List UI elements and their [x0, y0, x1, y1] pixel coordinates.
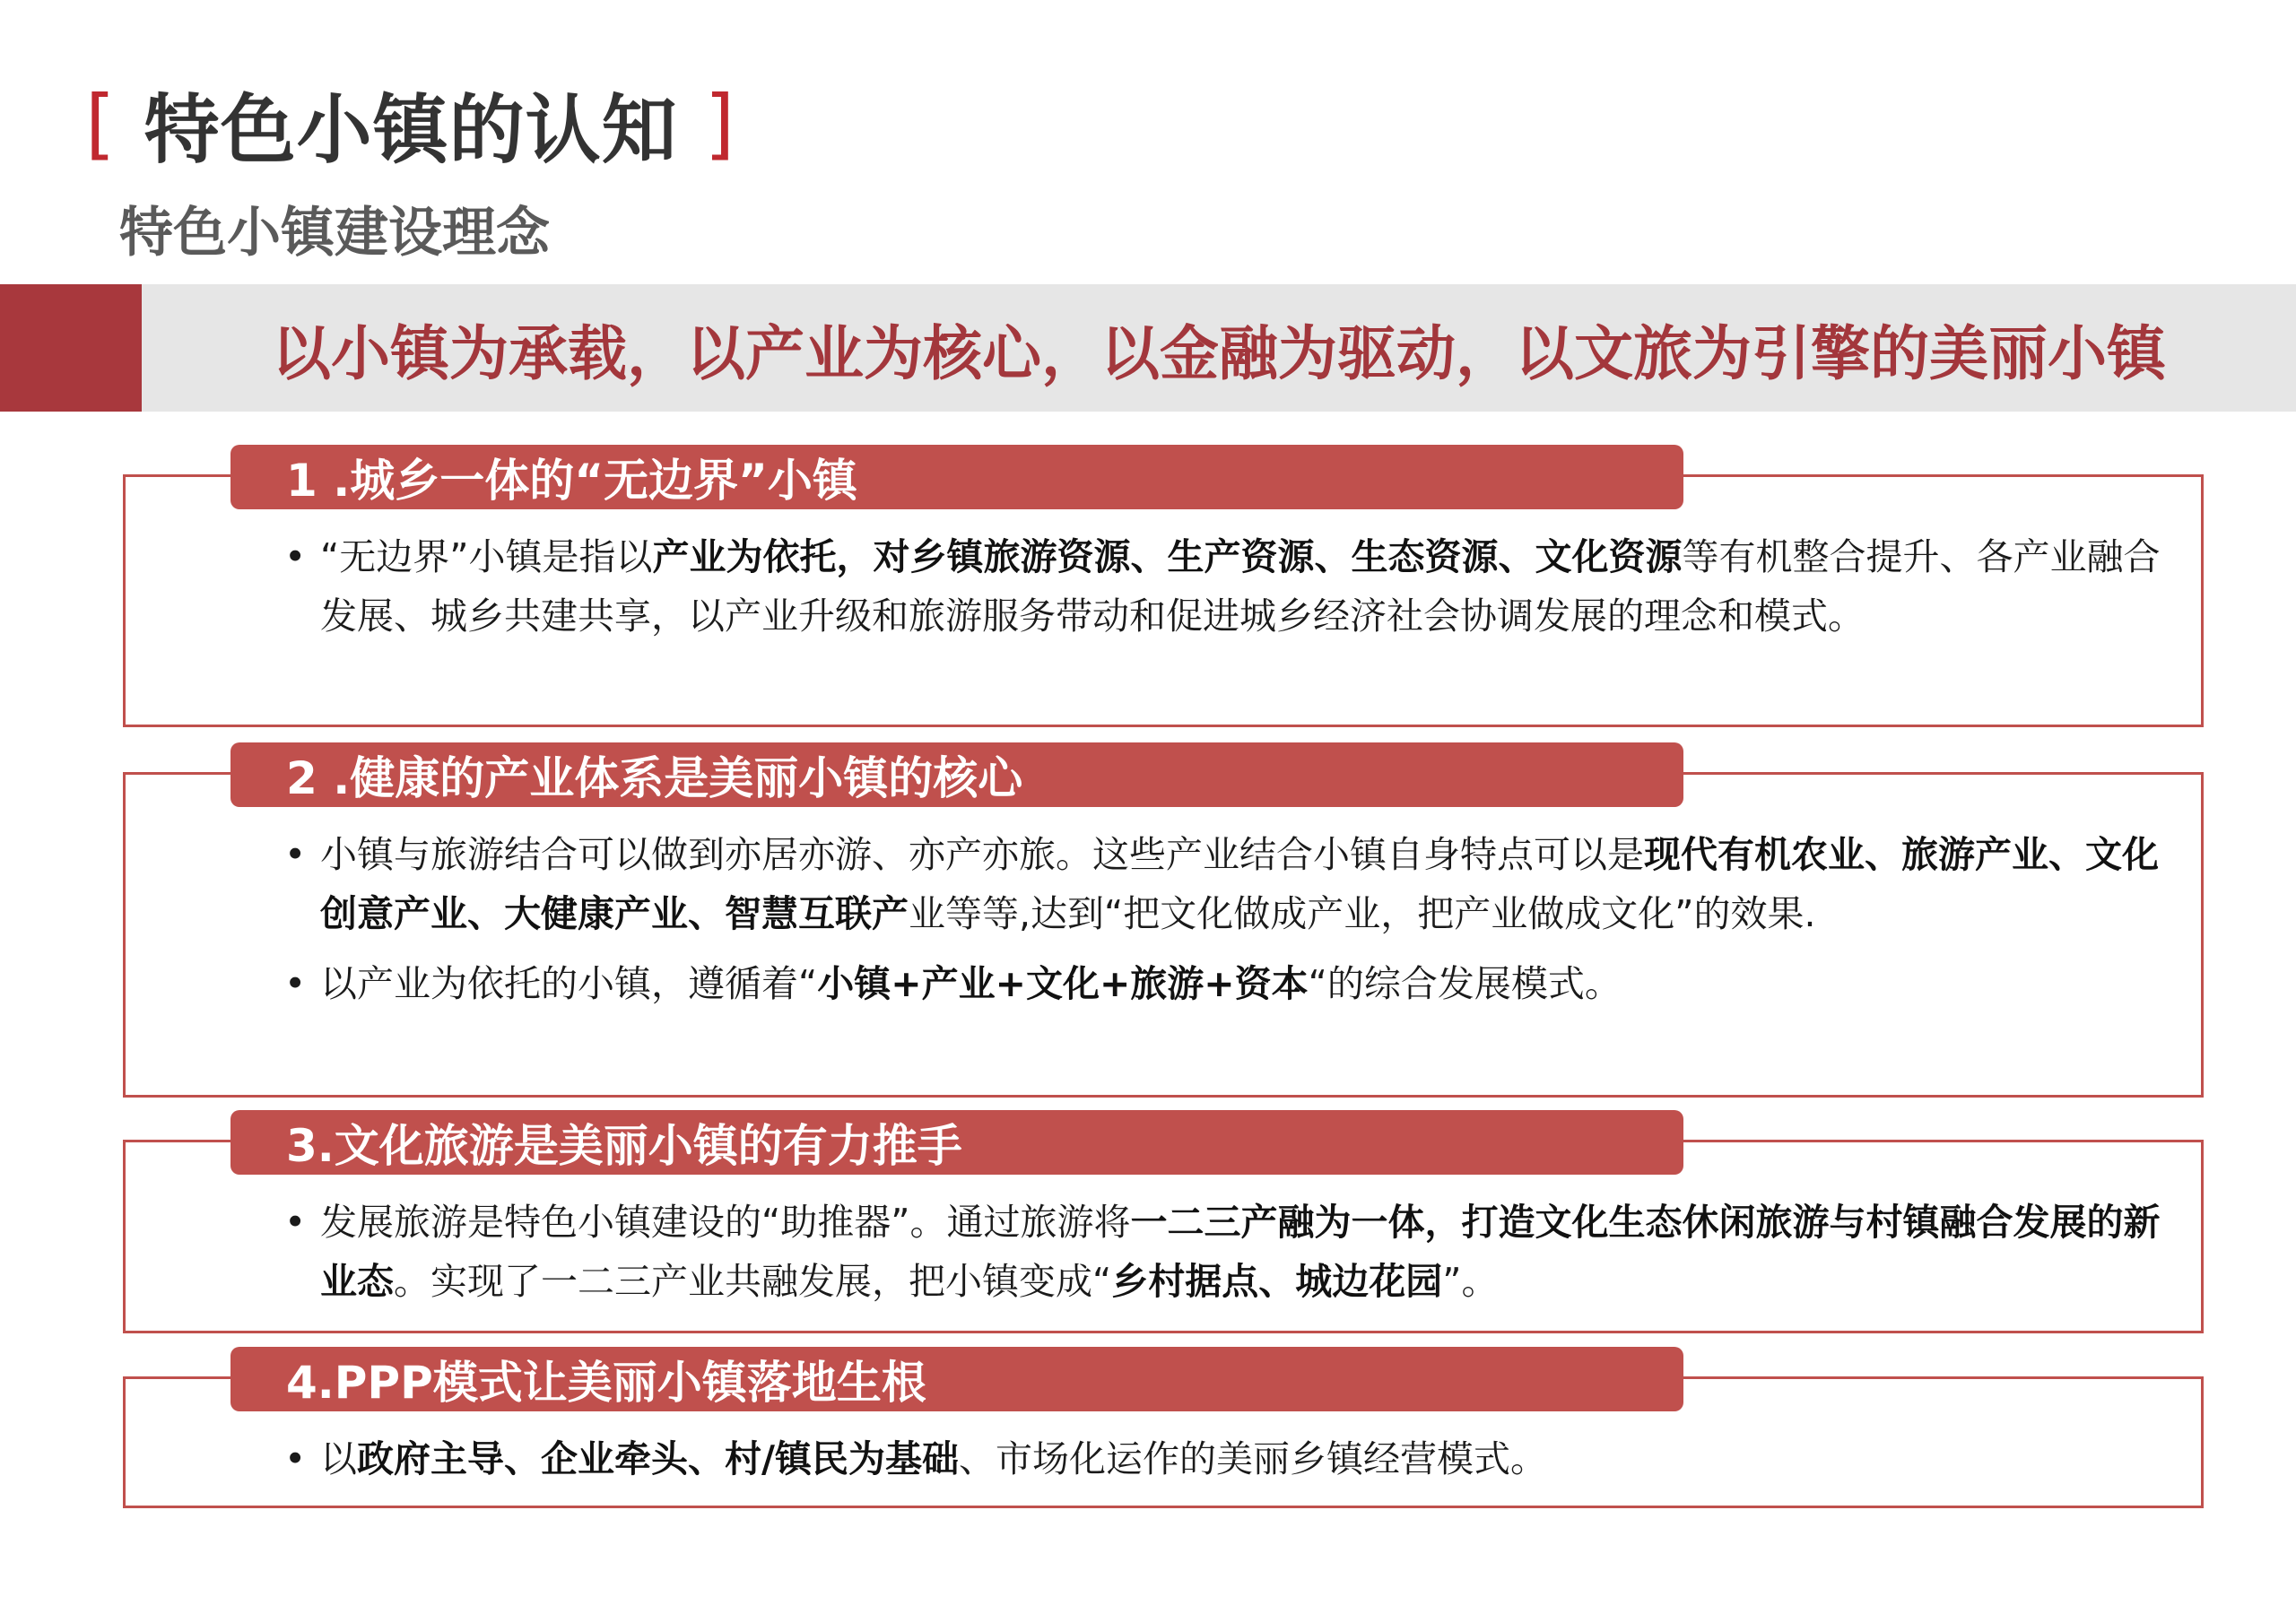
section-2: [123, 742, 2204, 1098]
bullet-text-bold: 一二三产融为一体，打造文化生态休闲旅游与村镇融合发展的新业态: [320, 1201, 2161, 1303]
bullet-item: [284, 1193, 2177, 1311]
title-bracket-close: ]: [704, 79, 735, 169]
bullet-text-bold: 政府主导、企业牵头、村/镇民为基础: [357, 1437, 959, 1480]
section-3: [123, 1110, 2204, 1333]
bullet-text-bold: 乡村据点、城边花园: [1111, 1260, 1443, 1303]
bullet-text-run: 以产业为依托的小镇，遵循着“: [320, 962, 818, 1005]
bullet-text: [320, 1429, 2177, 1488]
section-1: [123, 445, 2204, 727]
bullet-text: [320, 527, 2177, 646]
bullet-item: [284, 954, 2177, 1013]
bullet-text-run: 小镇与旅游结合可以做到亦居亦游、亦产亦旅。这些产业结合小镇自身特点可以是: [320, 833, 1644, 876]
bullet-text: [320, 954, 2177, 1013]
bullet-dot-icon: •: [284, 535, 307, 578]
section-heading: 3.文化旅游是美丽小镇的有力推手: [230, 1110, 1683, 1175]
bullet-item: [284, 825, 2177, 943]
bullet-dot-icon: •: [284, 962, 307, 1005]
bullet-text-run: ”。: [1442, 1260, 1499, 1303]
bullet-text-run: “的综合发展模式。: [1308, 962, 1622, 1005]
bullet-text-bold: 现代有机农业、旅游产业、文化创意产业、大健康产业、智慧互联产: [320, 833, 2159, 935]
bullet-text: [320, 825, 2177, 943]
bullet-item: [284, 1429, 2177, 1488]
bullet-text: [320, 1193, 2177, 1311]
banner-slogan: 以小镇为承载，以产业为核心，以金融为驱动，以文旅为引擎的美丽小镇: [272, 318, 2166, 388]
bullet-text-run: 。实现了一二三产业共融发展，把小镇变成“: [394, 1260, 1112, 1303]
section-content: [284, 527, 2177, 646]
section-content: [284, 1429, 2177, 1488]
section-heading: 2 .健康的产业体系是美丽小镇的核心: [230, 742, 1683, 807]
bullet-text-bold: 产业为依托，对乡镇旅游资源、生产资源、生态资源、文化资源: [652, 535, 1683, 578]
section-heading: 4.PPP模式让美丽小镇落地生根: [230, 1347, 1683, 1411]
bullet-text-run: 业等等,达到“把文化做成产业，把产业做成文化”的效果.: [909, 892, 1816, 935]
bullet-text-run: 以: [320, 1437, 357, 1480]
bullet-item: [284, 527, 2177, 646]
section-4: [123, 1347, 2204, 1508]
bullet-text-run: “无边界”小镇是指以: [320, 535, 653, 578]
bullet-text-bold: 小镇+产业+文化+旅游+资本: [817, 962, 1309, 1005]
page-subtitle: 特色小镇建设理念: [119, 202, 550, 265]
bullet-dot-icon: •: [284, 1201, 307, 1244]
bullet-dot-icon: •: [284, 1437, 307, 1480]
bullet-text-run: 等有机整合提升、各产业融合发展、城乡共建共享，以产业升级和旅游服务带动和促进城乡经济社会协调发展的理念和模式。: [320, 535, 2161, 638]
bullet-dot-icon: •: [284, 833, 307, 876]
title-bracket-open: [: [85, 79, 116, 169]
title-row: [85, 70, 735, 178]
section-content: [284, 825, 2177, 1013]
section-content: [284, 1193, 2177, 1311]
bullet-text-run: 、市场化运作的美丽乡镇经营模式。: [958, 1437, 1547, 1480]
section-heading: 1 .城乡一体的“无边界”小镇: [230, 445, 1683, 509]
bullet-text-run: 发展旅游是特色小镇建设的“助推器”。通过旅游将: [320, 1201, 1131, 1244]
page-title: 特色小镇的认知: [144, 85, 678, 174]
banner-accent-block: [0, 284, 142, 412]
